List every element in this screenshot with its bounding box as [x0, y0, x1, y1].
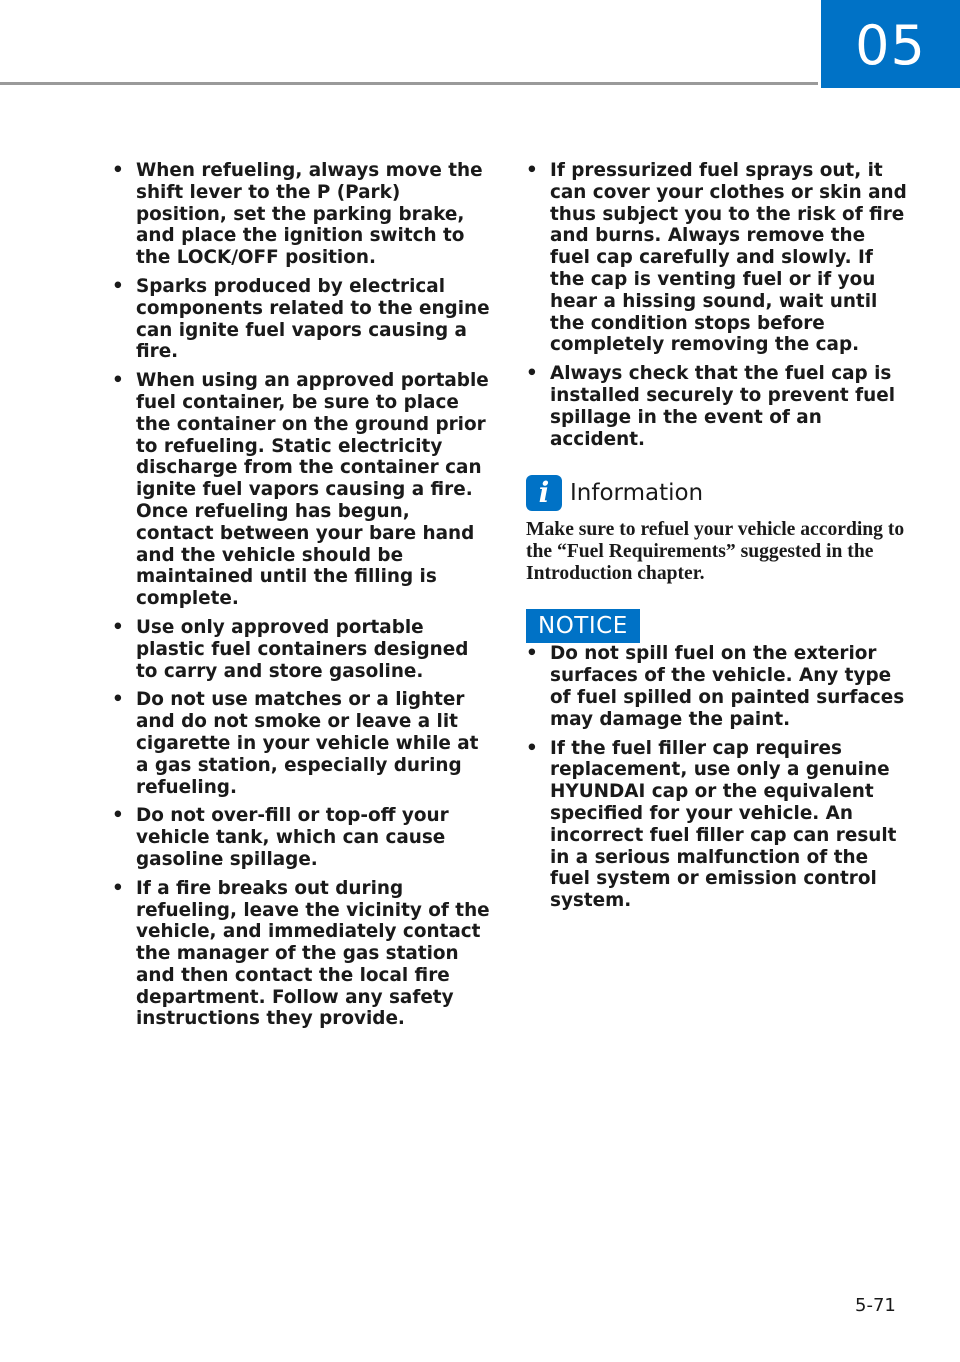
list-item	[522, 643, 910, 730]
list-item	[108, 689, 490, 798]
chapter-tab: 05	[821, 0, 960, 88]
list-item-text: When using an approved portable fuel container, be sure to place the container on the ground prior to refueling. Static electricity discharge from the container can ignite fuel vapors causing a fire. Once refueling has begun, contact between your bare hand and the vehicle should be maintained until the filling is complete.	[136, 370, 489, 610]
list-item	[108, 160, 490, 269]
bullet-icon: •	[112, 160, 124, 181]
bullet-icon: •	[112, 616, 124, 638]
list-item-text: If the fuel filler cap requires replacement, use only a genuine HYUNDAI cap or the equivalent specified for your vehicle. An incorrect fuel filler cap can result in a serious malfunction of the fuel system or emission control system.	[550, 737, 897, 912]
list-item-text: When refueling, always move the shift lever to the P (Park) position, set the parking brake, and place the ignition switch to the LOCK/OFF position.	[136, 160, 483, 269]
bullet-icon: •	[526, 363, 538, 385]
list-item-text: Do not over-fill or top-off your vehicle tank, which can cause gasoline spillage.	[136, 805, 449, 870]
information-title: Information	[570, 480, 704, 507]
notice-bullet-list	[522, 643, 910, 912]
information-text: Make sure to refuel your vehicle according to the “Fuel Requirements” suggested in the Introduction chapter.	[526, 519, 905, 585]
list-item-text: If pressurized fuel sprays out, it can cover your clothes or skin and thus subject you to the risk of fire and burns. Always remove the fuel cap carefully and slowly. If the cap is venting fuel or if you hear a hissing sound, wait until the condition stops before completely removing the cap.	[550, 160, 907, 356]
left-bullet-list	[108, 160, 490, 1030]
list-item-text: Use only approved portable plastic fuel containers designed to carry and store gasoline.	[136, 616, 469, 682]
bullet-icon: •	[112, 877, 124, 899]
bullet-icon: •	[526, 643, 538, 665]
list-item	[522, 738, 910, 912]
notice-badge: NOTICE	[526, 609, 640, 643]
list-item	[522, 160, 910, 356]
bullet-icon: •	[526, 737, 538, 759]
list-item-text: If a fire breaks out during refueling, leave the vicinity of the vehicle, and immediately contact the manager of the gas station and then contact the local fire department. Follow any safety instructions they provide.	[136, 877, 490, 1030]
right-bullet-list	[522, 160, 910, 450]
list-item	[108, 617, 490, 682]
list-item	[108, 805, 490, 870]
right-column	[522, 160, 910, 919]
list-item	[108, 370, 490, 610]
bullet-icon: •	[112, 689, 124, 711]
list-item	[522, 363, 910, 450]
header-rule	[0, 82, 818, 85]
list-item-text: Always check that the fuel cap is installed securely to prevent fuel spillage in the event of an accident.	[550, 363, 895, 450]
list-item-text: Do not use matches or a lighter and do not smoke or leave a lit cigarette in your vehicle while at a gas station, especially during refueling.	[136, 689, 479, 798]
bullet-icon: •	[526, 160, 538, 181]
page-number: 5-71	[855, 1295, 896, 1316]
list-item	[108, 276, 490, 363]
list-item-text: Sparks produced by electrical components related to the engine can ignite fuel vapors causing a fire.	[136, 275, 490, 363]
left-column	[108, 160, 490, 1037]
list-item-text: Do not spill fuel on the exterior surfaces of the vehicle. Any type of fuel spilled on painted surfaces may damage the paint.	[550, 643, 905, 730]
bullet-icon: •	[112, 805, 124, 827]
info-icon: i	[526, 475, 562, 511]
information-header	[526, 475, 910, 511]
list-item	[108, 878, 490, 1031]
bullet-icon: •	[112, 275, 124, 297]
bullet-icon: •	[112, 370, 124, 392]
